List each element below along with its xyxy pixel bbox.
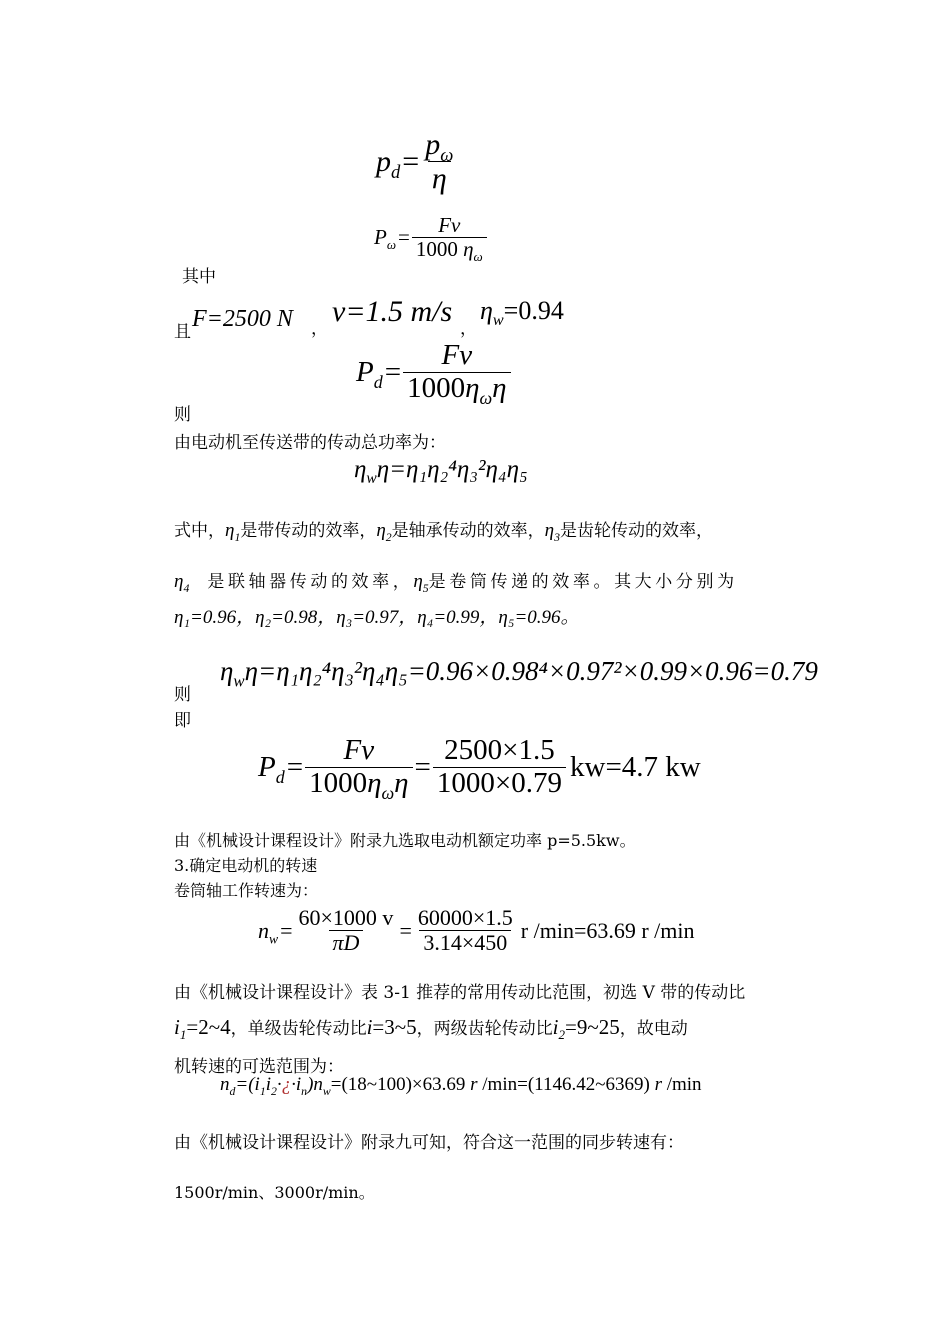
label-ji: 即 — [174, 711, 191, 731]
label-ze-1: 则 — [174, 405, 191, 425]
formula-total-eff: $\eta_w\eta=\eta_1\eta_2^4\eta_3^2\eta_4\eta_5$ — [354, 456, 528, 487]
ratio-line-3: 机转速的可选范围为： — [174, 1057, 344, 1077]
eff-desc-line1: 式中，$\eta_1$是带传动的效率，$\eta_2$是轴承传动的效率，$\eta_3$是齿轮传动的效率， — [174, 520, 713, 544]
eff-values: η₁=0.96，η₂=0.98，η₃=0.97，η₄=0.99，η₅=0.96。 — [174, 607, 580, 628]
pd-fraction: $\frac{p_\omega}{\eta}$ — [425, 128, 454, 195]
label-ze-2: 则 — [174, 685, 191, 705]
label-qizhong: 其中 — [182, 267, 216, 287]
section-3-heading: 3.确定电动机的转速 — [174, 856, 318, 875]
pd-lhs: $p_d$ — [376, 144, 401, 183]
label-qie: 且 — [174, 322, 191, 342]
formula-Pd-full: $P_d$ = $\frac{Fv}{1000\eta_\omega\eta}$ — [356, 340, 511, 405]
comma-2: ， — [460, 319, 477, 339]
eff-desc-line2: $\eta_4$ 是联轴器传动的效率，$\eta_5$是卷筒传递的效率。其大小分别为 — [174, 571, 738, 595]
formula-pd-calc: $P_d$ = $\frac{Fv}{1000\eta_\omega\eta}$ = $\frac{2500\times 1.5}{1000\times 0.79}$ kw=4.7 kw — [258, 734, 701, 803]
ratio-line-1: 由《机械设计课程设计》表 3-1 推荐的常用传动比范围，初选 V 带的传动比 — [174, 983, 746, 1003]
sync-speed-text: 由《机械设计课程设计》附录九可知，符合这一范围的同步转速有： — [174, 1133, 684, 1153]
given-v: v=1.5 m/s — [332, 295, 453, 328]
speeds-text: 1500r/min、3000r/min。 — [174, 1183, 375, 1202]
comma-1: ， — [311, 319, 328, 339]
formula-total-eff-calc: $\eta_w\eta=\eta_1\eta_2^4\eta_3^2\eta_4\eta_5=0.96\times 0.98^4\times 0.97^2\times 0.99\times 0.96=0.79$ — [220, 656, 818, 691]
total-eff-intro: 由电动机至传送带的传动总功率为： — [174, 433, 446, 453]
ratio-line-2: $i_1=2\sim 4$，单级齿轮传动比i=3~5，两级齿轮传动比$i_2=9\sim 25$，故电动 — [174, 1015, 688, 1043]
formula-nw: $n_w$ = $\frac{60\times 1000 v}{\pi D}$ = $\frac{60000\times 1.5}{3.14\times 450}$ r /min=63.69 r /min — [258, 905, 695, 956]
formula-nd-range: $n_d=(i_1i_2\cdot¿\cdot i_n)n_w=(18\sim 100)\times 63.69$ r /min=(1146.42~6369) r /min — [220, 1074, 702, 1098]
given-etaw: $\eta_w=0.94$ — [480, 296, 564, 330]
drum-speed-intro: 卷筒轴工作转速为： — [174, 881, 319, 900]
formula-pw: $P_\omega$ = $\frac{Fv}{1000 \eta_\omega}$ — [374, 214, 487, 261]
given-F: F=2500 N — [192, 306, 293, 332]
rated-power-text: 由《机械设计课程设计》附录九选取电动机额定功率 p=5.5kw。 — [174, 831, 636, 850]
formula-pd: $p_d$ = $\frac{p_\omega}{\eta}$ — [376, 128, 457, 195]
